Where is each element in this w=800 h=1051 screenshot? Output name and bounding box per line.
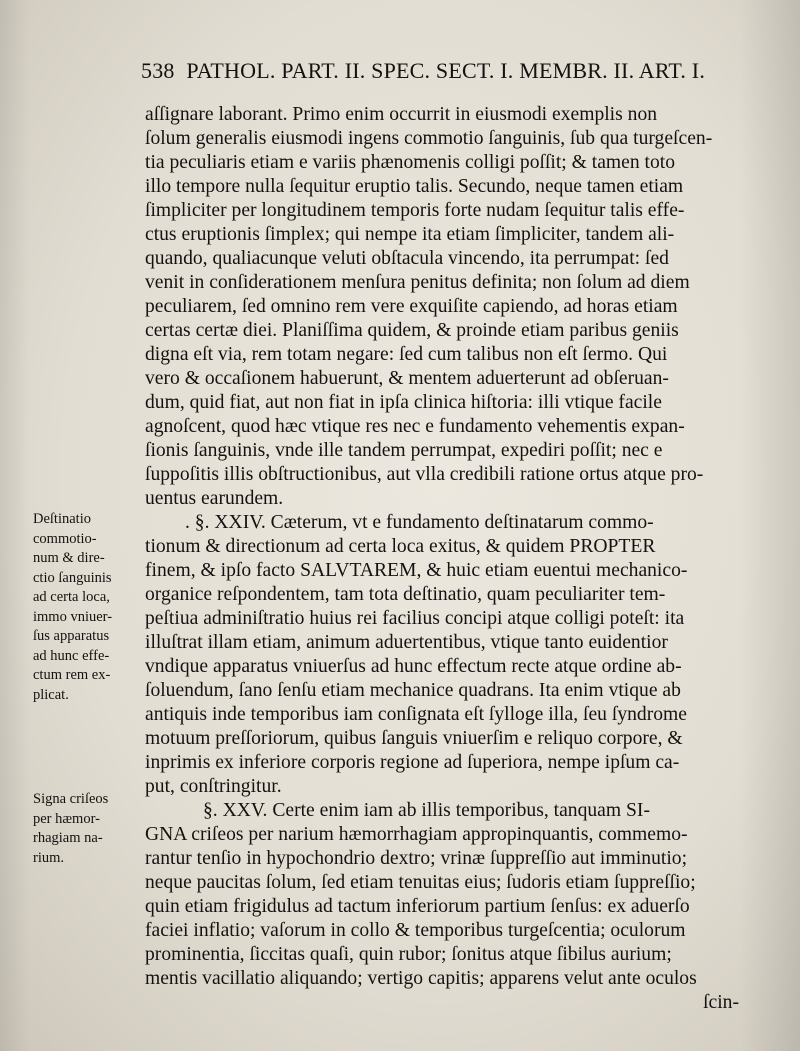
- text-line: put, conſtringitur.: [145, 776, 282, 797]
- text-line: prominentia, ſiccitas quaſi, quin rubor; ſonitus atque ſibilus aurium;: [145, 944, 672, 965]
- margin-note-line: ctio ſanguinis: [33, 569, 112, 586]
- margin-note-line: rhagiam na-: [33, 830, 103, 846]
- text-line: tionum & directionum ad certa loca exitus, & quidem PROPTER: [145, 536, 656, 557]
- margin-note-line: num & dire-: [33, 550, 105, 566]
- running-header: [141, 58, 761, 84]
- text-line: faciei inflatio; vaſorum in collo & temporibus turgeſcentia; oculorum: [145, 920, 686, 941]
- margin-note-line: rium.: [33, 849, 65, 866]
- text-line: quin etiam frigidulus ad tactum inferiorum partium ſenſus: ex aduerſo: [145, 896, 690, 917]
- text-line: ctus eruptionis ſimplex; qui nempe ita etiam ſimpliciter, tandem ali-: [145, 224, 675, 245]
- page-edge-shadow: [740, 0, 800, 1051]
- margin-note-line: ctum rem ex-: [33, 667, 111, 683]
- margin-note-line: Signa criſeos: [33, 791, 109, 807]
- text-line: agnoſcent, quod hæc vtique res nec e fundamento vehementis expan-: [145, 416, 685, 437]
- margin-note-line: commotio-: [33, 530, 97, 547]
- text-line: digna eſt via, rem totam negare: ſed cum talibus non eſt ſermo. Qui: [145, 344, 668, 365]
- text-line: dum, quid fiat, aut non fiat in ipſa clinica hiſtoria: illi vtique facile: [145, 392, 662, 413]
- text-line: mentis vacillatio aliquando; vertigo capitis; apparens velut ante oculos: [145, 968, 697, 989]
- text-line: peſtiua adminiſtratio huius rei facilius concipi atque colligi poteſt: ita: [145, 608, 685, 629]
- margin-note-signa: [33, 790, 137, 868]
- page-number: 538: [141, 58, 175, 83]
- margin-note-line: immo vniuer-: [33, 608, 113, 625]
- main-text-block: [145, 103, 739, 1015]
- text-line: illo tempore nulla ſequitur eruptio talis. Secundo, neque tamen etiam: [145, 176, 684, 197]
- text-line: ſolum generalis eiusmodi ingens commotio ſanguinis, ſub qua turgeſcen-: [145, 128, 713, 149]
- margin-note-line: ſus apparatus: [33, 628, 110, 644]
- text-line: peculiarem, ſed omnino rem vere exquiſite capiendo, ad horas etiam: [145, 296, 678, 317]
- margin-note-line: per hæmor-: [33, 810, 100, 827]
- text-line: ſionis ſanguinis, vnde ille tandem perrumpat, expediri poſſit; nec e: [145, 440, 663, 461]
- margin-note-destinatio: [33, 510, 137, 705]
- text-line: uentus earundem.: [145, 488, 284, 509]
- text-line: motuum preſſoriorum, quibus ſanguis vniuerſim e reliquo corpore, &: [145, 728, 683, 749]
- margin-note-line: plicat.: [33, 686, 69, 703]
- text-line: finem, & ipſo facto SALVTAREM, & huic etiam euentui mechanico-: [145, 560, 688, 581]
- text-line: neque paucitas ſolum, ſed etiam tenuitas eius; ſudoris etiam ſuppreſſio;: [145, 872, 696, 893]
- text-line: antiquis inde temporibus iam conſignata eſt ſylloge illa, ſeu ſyndrome: [145, 704, 687, 725]
- text-line: ſuppoſitis illis obſtructionibus, aut vlla credibili ratione ortus atque pro-: [145, 464, 704, 485]
- text-line: vero & occaſionem habuerunt, & mentem aduerterunt ad obſeruan-: [145, 368, 669, 389]
- text-line: GNA criſeos per narium hæmorrhagiam appropinquantis, commemo-: [145, 824, 688, 845]
- margin-note-line: Deſtinatio: [33, 511, 91, 527]
- text-line: rantur tenſio in hypochondrio dextro; vrinæ ſuppreſſio aut imminutio;: [145, 848, 688, 869]
- text-line: aſſignare laborant. Primo enim occurrit in eiusmodi exemplis non: [145, 104, 658, 125]
- text-line: organice reſpondentem, tam tota deſtinatio, quam peculiariter tem-: [145, 584, 666, 605]
- running-title: PATHOL. PART. II. SPEC. SECT. I. MEMBR. II. ART. I.: [186, 58, 706, 83]
- margin-note-line: ad certa loca,: [33, 589, 110, 605]
- text-line: ſoluendum, ſano ſenſu etiam mechanice quadrans. Ita enim vtique ab: [145, 680, 681, 701]
- page-gutter-shadow: [0, 0, 30, 1051]
- section-heading-line: §. XXV. Certe enim iam ab illis temporibus, tanquam SI-: [203, 800, 650, 821]
- text-line: tia peculiaris etiam e variis phænomenis colligi poſſit; & tamen toto: [145, 152, 676, 173]
- text-line: inprimis ex inferiore corporis regione ad ſuperiora, nempe ipſum ca-: [145, 752, 680, 773]
- text-line: quando, qualiacunque veluti obſtacula vincendo, ita perrumpat: ſed: [145, 248, 669, 269]
- text-line: venit in conſiderationem menſura penitus definita; non ſolum ad diem: [145, 272, 690, 293]
- text-line: vndique apparatus vniuerſus ad hunc effectum recte atque ordine ab-: [145, 656, 682, 677]
- text-line: ſimpliciter per longitudinem temporis forte nudam ſequitur talis effe-: [145, 200, 685, 221]
- text-line: illuſtrat illam etiam, animum aduertentibus, vtique tanto euidentior: [145, 632, 668, 653]
- catchword: ſcin-: [703, 992, 739, 1013]
- text-line: certas certæ diei. Planiſſima quidem, & proinde etiam paribus geniis: [145, 320, 679, 341]
- section-heading-line: . §. XXIV. Cæterum, vt e fundamento deſtinatarum commo-: [185, 512, 654, 533]
- margin-note-line: ad hunc effe-: [33, 647, 110, 664]
